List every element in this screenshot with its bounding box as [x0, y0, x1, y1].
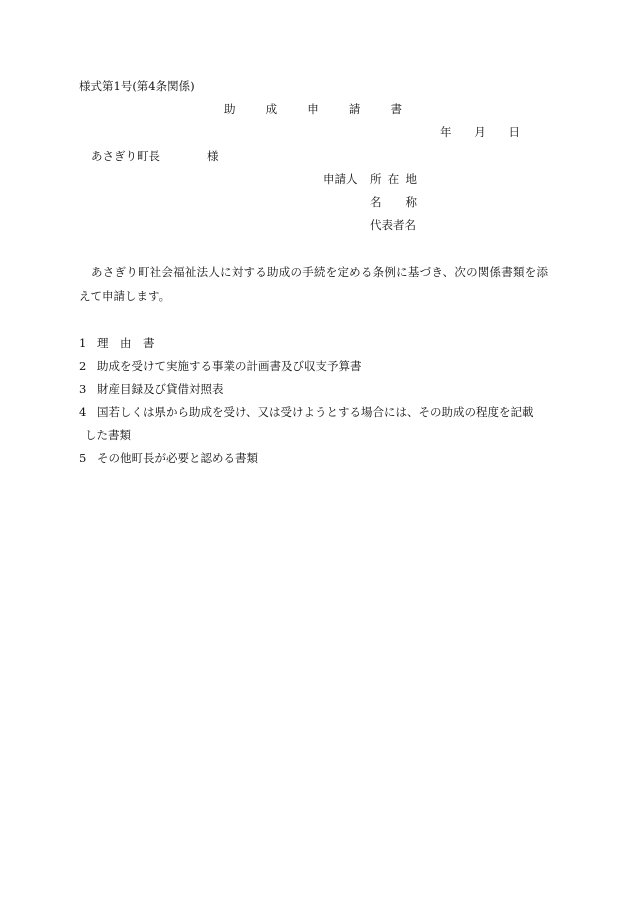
date-line: [440, 127, 520, 139]
document-title: [224, 104, 402, 116]
address-char: 所: [370, 172, 382, 186]
applicant-address-label: [370, 174, 417, 186]
address-char: 地: [405, 172, 417, 186]
list-item-text: 国若しくは県から助成を受け、又は受けようとする場合には、その助成の程度を記載: [97, 405, 534, 419]
title-char: 書: [390, 102, 402, 116]
list-item-number: 4: [79, 405, 87, 419]
list-item: [79, 453, 258, 465]
list-item-text: 理 由 書: [97, 336, 155, 350]
list-item-text: その他町長が必要と認める書類: [97, 451, 258, 465]
list-item: [79, 384, 224, 396]
form-label: 様式第1号(第4条関係): [79, 79, 195, 93]
addressee-honorific: 様: [207, 149, 219, 163]
list-item-number: 2: [79, 359, 87, 373]
list-item-continuation: した書類: [85, 428, 131, 442]
addressee-name: あさぎり町長: [91, 149, 160, 163]
applicant-name-label: [370, 197, 417, 209]
date-year: 年: [440, 125, 452, 139]
name-char: 名: [370, 195, 382, 209]
list-item-text: 助成を受けて実施する事業の計画書及び収支予算書: [97, 359, 362, 373]
applicant-label: 申請人: [323, 172, 358, 186]
body-paragraph: [79, 260, 548, 308]
body-text: あさぎり町社会福祉法人に対する助成の手続を定める条例に基づき、次の関係書類を添えて申請します。: [79, 265, 548, 303]
title-char: 助: [224, 102, 236, 116]
address-char: 在: [387, 172, 400, 186]
date-day: 日: [508, 125, 520, 139]
applicant-representative-label: 代表者名: [370, 218, 416, 232]
title-char: 成: [265, 102, 278, 116]
list-item-text: 財産目録及び貸借対照表: [97, 382, 224, 396]
list-item: [79, 361, 362, 373]
list-item: [79, 338, 155, 350]
list-item-number: 5: [79, 451, 87, 465]
date-month: 月: [474, 125, 486, 139]
list-item: [79, 407, 534, 419]
name-char: 称: [405, 195, 417, 209]
list-item-number: 1: [79, 336, 87, 350]
list-item-number: 3: [79, 382, 87, 396]
title-char: 請: [348, 102, 361, 116]
title-char: 申: [307, 102, 319, 116]
